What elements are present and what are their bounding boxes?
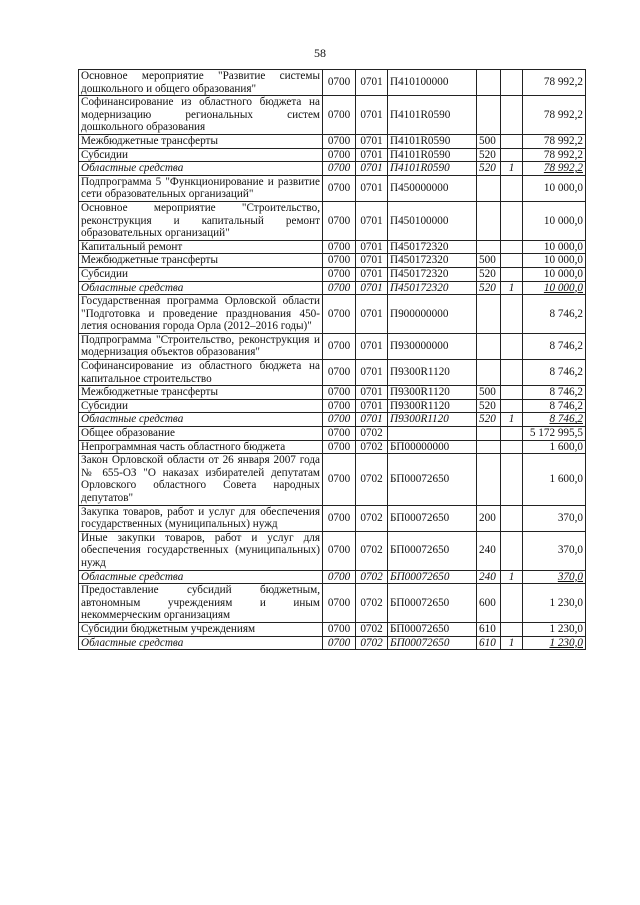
table-row [79,399,586,413]
table-row [79,175,586,201]
row-name: Субсидии [79,399,323,413]
row-target-code: БП00072650 [388,636,477,650]
row-expense-type [477,333,501,359]
budget-table [78,69,586,650]
row-section-code: 0700 [323,162,356,176]
table-row [79,570,586,584]
row-target-code: БП00072650 [388,570,477,584]
row-expense-type: 520 [477,281,501,295]
row-section-code: 0700 [323,505,356,531]
row-name: Государственная программа Орловской области "Подготовка и проведение празднования 450-летия основания города Орла (2012–2016 годы)" [79,295,323,334]
row-amount: 78 992,2 [523,148,586,162]
row-subsection-code: 0701 [356,134,388,148]
row-expense-type: 520 [477,399,501,413]
row-section-code: 0700 [323,399,356,413]
row-funding-source [501,505,523,531]
row-name: Межбюджетные трансферты [79,254,323,268]
row-funding-source [501,622,523,636]
row-target-code: БП00072650 [388,454,477,505]
row-amount: 1 230,0 [523,622,586,636]
row-expense-type: 520 [477,413,501,427]
row-section-code: 0700 [323,333,356,359]
row-target-code: П9300R1120 [388,360,477,386]
row-expense-type [477,440,501,454]
table-row [79,505,586,531]
row-amount: 8 746,2 [523,360,586,386]
row-section-code: 0700 [323,267,356,281]
row-subsection-code: 0701 [356,148,388,162]
budget-table-body [79,70,586,650]
row-name: Основное мероприятие "Строительство, реконструкция и капитальный ремонт образовательных организаций" [79,201,323,240]
row-funding-source [501,399,523,413]
row-target-code: БП00000000 [388,440,477,454]
row-target-code: П9300R1120 [388,399,477,413]
row-name: Основное мероприятие "Развитие системы дошкольного и общего образования" [79,70,323,96]
row-name: Межбюджетные трансферты [79,134,323,148]
row-expense-type [477,175,501,201]
row-subsection-code: 0701 [356,254,388,268]
row-target-code: П930000000 [388,333,477,359]
row-subsection-code: 0702 [356,570,388,584]
row-section-code: 0700 [323,201,356,240]
row-section-code: 0700 [323,531,356,570]
row-expense-type [477,295,501,334]
table-row [79,162,586,176]
row-target-code [388,427,477,441]
row-funding-source [501,267,523,281]
row-subsection-code: 0701 [356,281,388,295]
row-name: Областные средства [79,570,323,584]
row-target-code: П450100000 [388,201,477,240]
row-funding-source: 1 [501,162,523,176]
table-row [79,254,586,268]
row-section-code: 0700 [323,440,356,454]
row-name: Подпрограмма 5 "Функционирование и развитие сети образовательных организаций" [79,175,323,201]
row-subsection-code: 0702 [356,636,388,650]
table-row [79,636,586,650]
row-expense-type: 610 [477,622,501,636]
row-subsection-code: 0702 [356,440,388,454]
row-amount: 370,0 [523,570,586,584]
row-target-code: П450000000 [388,175,477,201]
row-section-code: 0700 [323,570,356,584]
row-section-code: 0700 [323,584,356,623]
row-subsection-code: 0701 [356,201,388,240]
table-row [79,360,586,386]
row-expense-type: 240 [477,570,501,584]
row-expense-type [477,240,501,254]
page-number: 58 [314,46,326,60]
row-expense-type [477,454,501,505]
row-funding-source [501,440,523,454]
row-funding-source: 1 [501,281,523,295]
table-row [79,413,586,427]
row-name: Межбюджетные трансферты [79,386,323,400]
row-amount: 1 600,0 [523,454,586,505]
row-name: Софинансирование из областного бюджета на модернизацию региональных систем дошкольного образования [79,96,323,135]
row-subsection-code: 0701 [356,399,388,413]
row-expense-type [477,96,501,135]
row-subsection-code: 0701 [356,333,388,359]
row-subsection-code: 0701 [356,240,388,254]
row-subsection-code: 0701 [356,267,388,281]
row-name: Субсидии [79,267,323,281]
row-section-code: 0700 [323,295,356,334]
row-section-code: 0700 [323,148,356,162]
row-amount: 10 000,0 [523,267,586,281]
row-target-code: БП00072650 [388,622,477,636]
row-amount: 1 230,0 [523,636,586,650]
row-funding-source: 1 [501,636,523,650]
row-funding-source [501,531,523,570]
row-subsection-code: 0701 [356,175,388,201]
row-funding-source [501,454,523,505]
row-amount: 10 000,0 [523,240,586,254]
row-expense-type [477,201,501,240]
row-name: Софинансирование из областного бюджета на капитальное строительство [79,360,323,386]
row-funding-source [501,175,523,201]
row-amount: 1 230,0 [523,584,586,623]
row-funding-source [501,360,523,386]
row-amount: 8 746,2 [523,399,586,413]
table-row [79,295,586,334]
row-section-code: 0700 [323,427,356,441]
row-target-code: П4101R0590 [388,162,477,176]
row-subsection-code: 0701 [356,413,388,427]
table-row [79,622,586,636]
row-expense-type: 500 [477,386,501,400]
row-expense-type: 520 [477,162,501,176]
row-target-code: П450172320 [388,240,477,254]
row-amount: 8 746,2 [523,386,586,400]
row-name: Областные средства [79,636,323,650]
row-expense-type [477,360,501,386]
table-row [79,531,586,570]
row-funding-source [501,333,523,359]
row-funding-source [501,386,523,400]
table-row [79,70,586,96]
row-funding-source [501,148,523,162]
row-amount: 10 000,0 [523,201,586,240]
row-expense-type: 200 [477,505,501,531]
row-target-code: БП00072650 [388,505,477,531]
row-name: Областные средства [79,281,323,295]
row-amount: 78 992,2 [523,70,586,96]
row-name: Субсидии [79,148,323,162]
row-name: Иные закупки товаров, работ и услуг для обеспечения государственных (муниципальных) нужд [79,531,323,570]
table-row [79,201,586,240]
row-subsection-code: 0702 [356,505,388,531]
row-amount: 78 992,2 [523,96,586,135]
table-row [79,454,586,505]
row-name: Капитальный ремонт [79,240,323,254]
row-amount: 8 746,2 [523,333,586,359]
row-target-code: П4101R0590 [388,134,477,148]
row-target-code: П450172320 [388,267,477,281]
row-funding-source [501,295,523,334]
row-funding-source [501,201,523,240]
row-section-code: 0700 [323,454,356,505]
row-amount: 1 600,0 [523,440,586,454]
row-amount: 10 000,0 [523,281,586,295]
table-row [79,148,586,162]
row-funding-source: 1 [501,570,523,584]
row-target-code: П4101R0590 [388,96,477,135]
table-row [79,281,586,295]
row-subsection-code: 0702 [356,427,388,441]
row-section-code: 0700 [323,254,356,268]
row-target-code: П4101R0590 [388,148,477,162]
row-funding-source [501,240,523,254]
row-name: Областные средства [79,162,323,176]
table-row [79,386,586,400]
row-subsection-code: 0702 [356,531,388,570]
row-name: Закупка товаров, работ и услуг для обеспечения государственных (муниципальных) нужд [79,505,323,531]
row-name: Непрограммная часть областного бюджета [79,440,323,454]
row-expense-type: 600 [477,584,501,623]
row-funding-source [501,70,523,96]
table-row [79,333,586,359]
row-amount: 370,0 [523,531,586,570]
row-expense-type [477,70,501,96]
row-expense-type: 240 [477,531,501,570]
row-subsection-code: 0701 [356,162,388,176]
row-section-code: 0700 [323,175,356,201]
table-row [79,96,586,135]
row-amount: 5 172 995,5 [523,427,586,441]
row-section-code: 0700 [323,240,356,254]
row-subsection-code: 0702 [356,584,388,623]
row-expense-type: 520 [477,148,501,162]
row-funding-source [501,584,523,623]
row-amount: 8 746,2 [523,413,586,427]
row-target-code: П900000000 [388,295,477,334]
row-name: Субсидии бюджетным учреждениям [79,622,323,636]
row-section-code: 0700 [323,360,356,386]
row-expense-type [477,427,501,441]
row-subsection-code: 0702 [356,454,388,505]
row-target-code: П410100000 [388,70,477,96]
row-section-code: 0700 [323,622,356,636]
row-subsection-code: 0701 [356,70,388,96]
row-target-code: БП00072650 [388,584,477,623]
row-section-code: 0700 [323,134,356,148]
row-name: Областные средства [79,413,323,427]
row-amount: 8 746,2 [523,295,586,334]
row-section-code: 0700 [323,281,356,295]
row-name: Общее образование [79,427,323,441]
table-row [79,267,586,281]
row-section-code: 0700 [323,636,356,650]
row-subsection-code: 0702 [356,622,388,636]
row-amount: 10 000,0 [523,254,586,268]
row-funding-source [501,134,523,148]
row-expense-type: 610 [477,636,501,650]
row-funding-source [501,254,523,268]
row-expense-type: 520 [477,267,501,281]
row-amount: 10 000,0 [523,175,586,201]
row-subsection-code: 0701 [356,96,388,135]
table-row [79,584,586,623]
row-name: Подпрограмма "Строительство, реконструкция и модернизация объектов образования" [79,333,323,359]
row-target-code: П450172320 [388,281,477,295]
row-section-code: 0700 [323,386,356,400]
row-amount: 78 992,2 [523,162,586,176]
row-amount: 78 992,2 [523,134,586,148]
row-section-code: 0700 [323,413,356,427]
row-amount: 370,0 [523,505,586,531]
row-target-code: П9300R1120 [388,386,477,400]
row-section-code: 0700 [323,96,356,135]
row-expense-type: 500 [477,134,501,148]
row-name: Закон Орловской области от 26 января 2007 года № 655-ОЗ "О наказах избирателей депутатам Орловского областного Совета народных депутатов" [79,454,323,505]
row-target-code: БП00072650 [388,531,477,570]
row-target-code: П450172320 [388,254,477,268]
row-funding-source [501,427,523,441]
row-subsection-code: 0701 [356,360,388,386]
row-section-code: 0700 [323,70,356,96]
row-subsection-code: 0701 [356,295,388,334]
row-name: Предоставление субсидий бюджетным, автономным учреждениям и иным некоммерческим организациям [79,584,323,623]
row-funding-source: 1 [501,413,523,427]
row-subsection-code: 0701 [356,386,388,400]
table-row [79,134,586,148]
row-target-code: П9300R1120 [388,413,477,427]
row-expense-type: 500 [477,254,501,268]
table-row [79,440,586,454]
row-funding-source [501,96,523,135]
table-row [79,427,586,441]
table-row [79,240,586,254]
